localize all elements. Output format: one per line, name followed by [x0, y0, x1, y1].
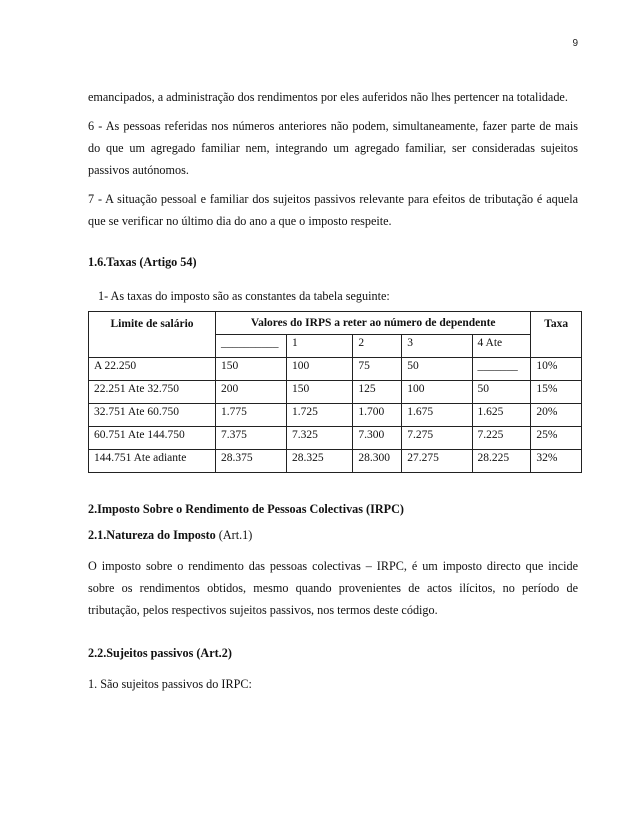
- table-cell: 1.775: [216, 404, 287, 427]
- table-cell: 75: [353, 358, 402, 381]
- paragraph-item-6: 6 - As pessoas referidas nos números anteriores não podem, simultaneamente, fazer parte de mais do que um agregado familiar nem, integrando um agregado familiar, ser consideradas sujeitos passivos autónomos.: [88, 119, 578, 177]
- table-cell: 50: [402, 358, 472, 381]
- table-row: [89, 404, 582, 427]
- subheader-cell: 3: [402, 335, 472, 358]
- table-cell: _______: [472, 358, 531, 381]
- table-cell: 7.225: [472, 427, 531, 450]
- table-cell: 10%: [531, 358, 582, 381]
- header-valores: Valores do IRPS a reter ao número de dependente: [216, 312, 531, 335]
- table-cell: 1.725: [286, 404, 352, 427]
- subheader-cell: __________: [216, 335, 287, 358]
- header-taxa: Taxa: [531, 312, 582, 358]
- natureza-article-ref: (Art.1): [218, 528, 253, 542]
- table-cell: 150: [286, 381, 352, 404]
- table-cell: 125: [353, 381, 402, 404]
- table-row: [89, 450, 582, 473]
- table-cell: 150: [216, 358, 287, 381]
- subsection-heading-sujeitos: 2.2.Sujeitos passivos (Art.2): [88, 646, 232, 660]
- table-cell: 32.751 Ate 60.750: [89, 404, 216, 427]
- table-cell: 28.300: [353, 450, 402, 473]
- table-cell: 22.251 Ate 32.750: [89, 381, 216, 404]
- table-cell: 32%: [531, 450, 582, 473]
- table-cell: 100: [286, 358, 352, 381]
- table-cell: 15%: [531, 381, 582, 404]
- table-cell: 1.700: [353, 404, 402, 427]
- section-heading-taxas: 1.6.Taxas (Artigo 54): [88, 255, 197, 269]
- table-cell: 200: [216, 381, 287, 404]
- table-cell: 28.375: [216, 450, 287, 473]
- table-cell: 144.751 Ate adiante: [89, 450, 216, 473]
- subheader-cell: 2: [353, 335, 402, 358]
- table-cell: 7.375: [216, 427, 287, 450]
- table-row: [89, 358, 582, 381]
- subsection-heading-natureza: [88, 527, 578, 543]
- irps-rates-table: [88, 311, 582, 473]
- natureza-heading-text: 2.1.Natureza do Imposto: [88, 528, 216, 542]
- section-heading-irpc: 2.Imposto Sobre o Rendimento de Pessoas Colectivas (IRPC): [88, 502, 404, 516]
- table-cell: 27.275: [402, 450, 472, 473]
- document-body: [88, 86, 578, 702]
- table-cell: A 22.250: [89, 358, 216, 381]
- sujeitos-list-item: 1. São sujeitos passivos do IRPC:: [88, 677, 252, 691]
- table-row: [89, 427, 582, 450]
- table-cell: 50: [472, 381, 531, 404]
- table-cell: 60.751 Ate 144.750: [89, 427, 216, 450]
- header-limite: Limite de salário: [89, 312, 216, 358]
- taxas-intro: 1- As taxas do imposto são as constantes da tabela seguinte:: [98, 289, 390, 303]
- table-cell: 7.325: [286, 427, 352, 450]
- subheader-cell: 1: [286, 335, 352, 358]
- table-cell: 1.675: [402, 404, 472, 427]
- table-cell: 28.225: [472, 450, 531, 473]
- subheader-cell: 4 Ate: [472, 335, 531, 358]
- table-cell: 7.300: [353, 427, 402, 450]
- table-cell: 7.275: [402, 427, 472, 450]
- table-cell: 20%: [531, 404, 582, 427]
- table-cell: 25%: [531, 427, 582, 450]
- table-cell: 28.325: [286, 450, 352, 473]
- paragraph-natureza: O imposto sobre o rendimento das pessoas colectivas – IRPC, é um imposto directo que incide sobre os rendimentos obtidos, mesmo quando provenientes de actos ilícitos, no período de tributação, pelos respectivos sujeitos passivos, nos termos deste código.: [88, 559, 578, 617]
- table-cell: 1.625: [472, 404, 531, 427]
- table-header-row: [89, 312, 582, 335]
- table-row: [89, 381, 582, 404]
- table-cell: 100: [402, 381, 472, 404]
- paragraph-item-7: 7 - A situação pessoal e familiar dos sujeitos passivos relevante para efeitos de tributação é aquela que se verificar no último dia do ano a que o imposto respeite.: [88, 192, 578, 228]
- paragraph-emancipados: emancipados, a administração dos rendimentos por eles auferidos não lhes pertencer na totalidade.: [88, 90, 568, 104]
- page-number: 9: [572, 38, 578, 49]
